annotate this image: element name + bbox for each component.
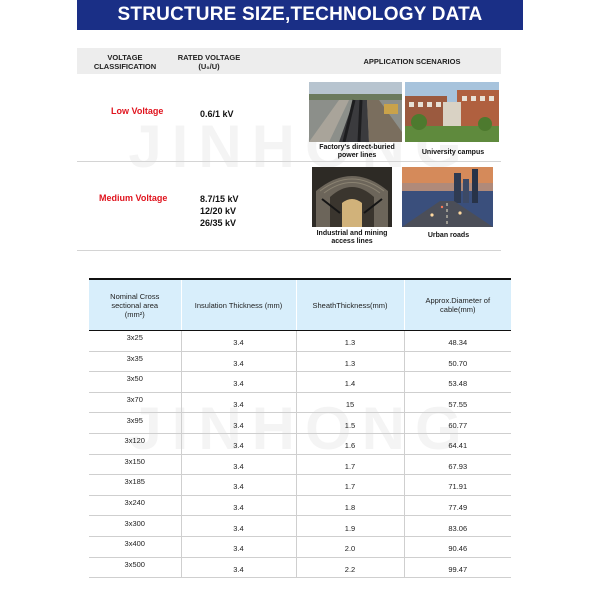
- sheath-cell: [296, 516, 404, 537]
- insulation-cell-text: 3.4: [233, 338, 244, 348]
- sheath-cell: [296, 454, 404, 475]
- sheath-cell-text: 1.8: [344, 503, 356, 513]
- medium-voltage-rating-2: 12/20 kV: [200, 206, 237, 216]
- spec-table: [89, 278, 511, 578]
- diameter-cell: [404, 475, 511, 496]
- sheath-cell-text: 1.7: [344, 482, 356, 492]
- diameter-cell: [404, 351, 511, 372]
- diameter-cell-text: 48.34: [448, 338, 468, 348]
- table-row: [89, 413, 511, 434]
- diameter-cell: [404, 433, 511, 454]
- low-voltage-rating: 0.6/1 kV: [200, 109, 234, 119]
- insulation-cell: [181, 413, 296, 434]
- low-voltage-label: Low Voltage: [111, 106, 164, 116]
- insulation-cell: [181, 331, 296, 352]
- caption-urban-roads: Urban roads: [427, 232, 470, 239]
- cross-section-cell-text: 3x25: [126, 333, 143, 343]
- sheath-cell-text: 1.9: [344, 523, 356, 533]
- cross-section-cell-text: 3x70: [126, 395, 143, 405]
- caption-university-campus: University campus: [421, 149, 485, 156]
- table-row: [89, 392, 511, 413]
- diameter-cell-text: 99.47: [448, 564, 468, 574]
- page-title: STRUCTURE SIZE,TECHNOLOGY DATA: [117, 4, 483, 25]
- cross-section-cell: [89, 331, 181, 352]
- cross-section-cell-text: 3x150: [124, 456, 145, 466]
- cross-section-cell-text: 3x35: [126, 353, 143, 363]
- sheath-cell: [296, 536, 404, 557]
- medium-voltage-rating-1: 8.7/15 kV: [200, 194, 239, 204]
- insulation-cell-text: 3.4: [233, 379, 244, 389]
- header-voltage-classification: VOLTAGE CLASSIFICATION: [93, 53, 157, 71]
- insulation-cell: [181, 351, 296, 372]
- diameter-cell-text: 53.48: [448, 379, 468, 389]
- table-row: [89, 351, 511, 372]
- diameter-cell: [404, 413, 511, 434]
- diameter-cell-text: 77.49: [448, 503, 468, 513]
- sheath-cell: [296, 413, 404, 434]
- cross-section-cell-text: 3x300: [124, 518, 145, 528]
- col-header-diameter: [404, 279, 511, 331]
- insulation-cell-text: 3.4: [233, 503, 244, 513]
- sheath-cell: [296, 495, 404, 516]
- table-row: [89, 372, 511, 393]
- cross-section-cell-text: 3x240: [124, 498, 145, 508]
- sheath-cell: [296, 331, 404, 352]
- cross-section-cell-text: 3x185: [124, 477, 145, 487]
- diameter-cell: [404, 331, 511, 352]
- insulation-cell-text: 3.4: [233, 482, 244, 492]
- row-divider: [77, 161, 501, 162]
- col-header-insulation: [181, 279, 296, 331]
- diameter-cell-text: 67.93: [448, 461, 468, 471]
- insulation-cell-text: 3.4: [233, 461, 244, 471]
- caption-factory-power-lines: Factory's direct-buried power lines: [319, 144, 395, 159]
- diameter-cell-text: 83.06: [448, 523, 468, 533]
- sheath-cell-text: 1.5: [344, 420, 356, 430]
- cross-section-cell-text: 3x400: [124, 539, 145, 549]
- cross-section-cell: [89, 516, 181, 537]
- urban-road-photo: [402, 167, 493, 227]
- sheath-cell: [296, 475, 404, 496]
- sheath-cell: [296, 433, 404, 454]
- university-campus-photo: [405, 82, 499, 142]
- diameter-cell: [404, 495, 511, 516]
- cross-section-cell: [89, 433, 181, 454]
- cross-section-cell: [89, 557, 181, 578]
- sheath-cell-text: 1.3: [344, 338, 356, 348]
- insulation-cell: [181, 433, 296, 454]
- diameter-cell: [404, 372, 511, 393]
- cross-section-cell-text: 3x95: [126, 415, 143, 425]
- cross-section-cell: [89, 392, 181, 413]
- insulation-cell: [181, 495, 296, 516]
- sheath-cell-text: 1.4: [344, 379, 356, 389]
- table-row: [89, 475, 511, 496]
- sheath-cell-text: 1.7: [344, 461, 356, 471]
- cross-section-cell: [89, 413, 181, 434]
- diameter-cell-text: 57.55: [448, 400, 468, 410]
- insulation-cell-text: 3.4: [233, 564, 244, 574]
- table-row: [89, 495, 511, 516]
- insulation-cell: [181, 536, 296, 557]
- insulation-cell: [181, 372, 296, 393]
- insulation-cell-text: 3.4: [233, 441, 244, 451]
- table-row: [89, 331, 511, 352]
- insulation-cell: [181, 557, 296, 578]
- table-row: [89, 536, 511, 557]
- diameter-cell-text: 50.70: [448, 358, 468, 368]
- cross-section-cell: [89, 536, 181, 557]
- col-header-cross-section: [89, 279, 181, 331]
- factory-power-lines-photo: [309, 82, 402, 142]
- mining-tunnel-photo: [312, 167, 392, 227]
- diameter-cell-text: 60.77: [448, 420, 468, 430]
- table-row: [89, 516, 511, 537]
- header-application-scenarios: APPLICATION SCENARIOS: [363, 57, 461, 66]
- medium-voltage-rating-3: 26/35 kV: [200, 218, 237, 228]
- col-header-diameter-text: Approx.Diameter of cable(mm): [425, 296, 491, 314]
- table-row: [89, 454, 511, 475]
- sheath-cell-text: 15: [345, 400, 355, 410]
- caption-mining-access-lines: Industrial and mining access lines: [316, 230, 388, 245]
- sheath-cell: [296, 372, 404, 393]
- cross-section-cell-text: 3x50: [126, 374, 143, 384]
- cross-section-cell: [89, 495, 181, 516]
- cross-section-cell: [89, 351, 181, 372]
- col-header-insulation-text: Insulation Thickness (mm): [194, 300, 283, 310]
- cross-section-cell: [89, 372, 181, 393]
- sheath-cell-text: 2.0: [344, 544, 356, 554]
- table-row: [89, 433, 511, 454]
- watermark-top: [0, 112, 600, 181]
- diameter-cell-text: 90.46: [448, 544, 468, 554]
- sheath-cell: [296, 392, 404, 413]
- insulation-cell-text: 3.4: [233, 358, 244, 368]
- sheath-cell-text: 1.6: [344, 441, 356, 451]
- page-title-banner: [77, 0, 523, 30]
- table-row: [89, 557, 511, 578]
- header-rated-voltage: RATED VOLTAGE (U₀/U): [177, 53, 241, 71]
- insulation-cell-text: 3.4: [233, 400, 244, 410]
- cross-section-cell: [89, 454, 181, 475]
- cross-section-cell-text: 3x120: [124, 436, 145, 446]
- insulation-cell-text: 3.4: [233, 420, 244, 430]
- insulation-cell-text: 3.4: [233, 523, 244, 533]
- spec-table-header-row: [89, 279, 511, 331]
- diameter-cell: [404, 536, 511, 557]
- spec-table-body: [89, 331, 511, 578]
- cross-section-cell-text: 3x500: [124, 559, 145, 569]
- insulation-cell-text: 3.4: [233, 544, 244, 554]
- sheath-cell-text: 2.2: [344, 564, 356, 574]
- sheath-cell: [296, 351, 404, 372]
- cross-section-cell: [89, 475, 181, 496]
- row-divider: [77, 250, 501, 251]
- sheath-cell: [296, 557, 404, 578]
- insulation-cell: [181, 454, 296, 475]
- diameter-cell: [404, 516, 511, 537]
- insulation-cell: [181, 392, 296, 413]
- diameter-cell: [404, 454, 511, 475]
- insulation-cell: [181, 516, 296, 537]
- diameter-cell: [404, 557, 511, 578]
- insulation-cell: [181, 475, 296, 496]
- diameter-cell-text: 64.41: [448, 441, 468, 451]
- diameter-cell-text: 71.91: [448, 482, 468, 492]
- col-header-sheath-text: SheathThickness(mm): [312, 300, 388, 310]
- col-header-cross-section-text: Nominal Cross sectional area (mm²): [110, 291, 160, 319]
- col-header-sheath: [296, 279, 404, 331]
- diameter-cell: [404, 392, 511, 413]
- voltage-table-header: [77, 48, 501, 74]
- medium-voltage-label: Medium Voltage: [99, 193, 168, 203]
- sheath-cell-text: 1.3: [344, 358, 356, 368]
